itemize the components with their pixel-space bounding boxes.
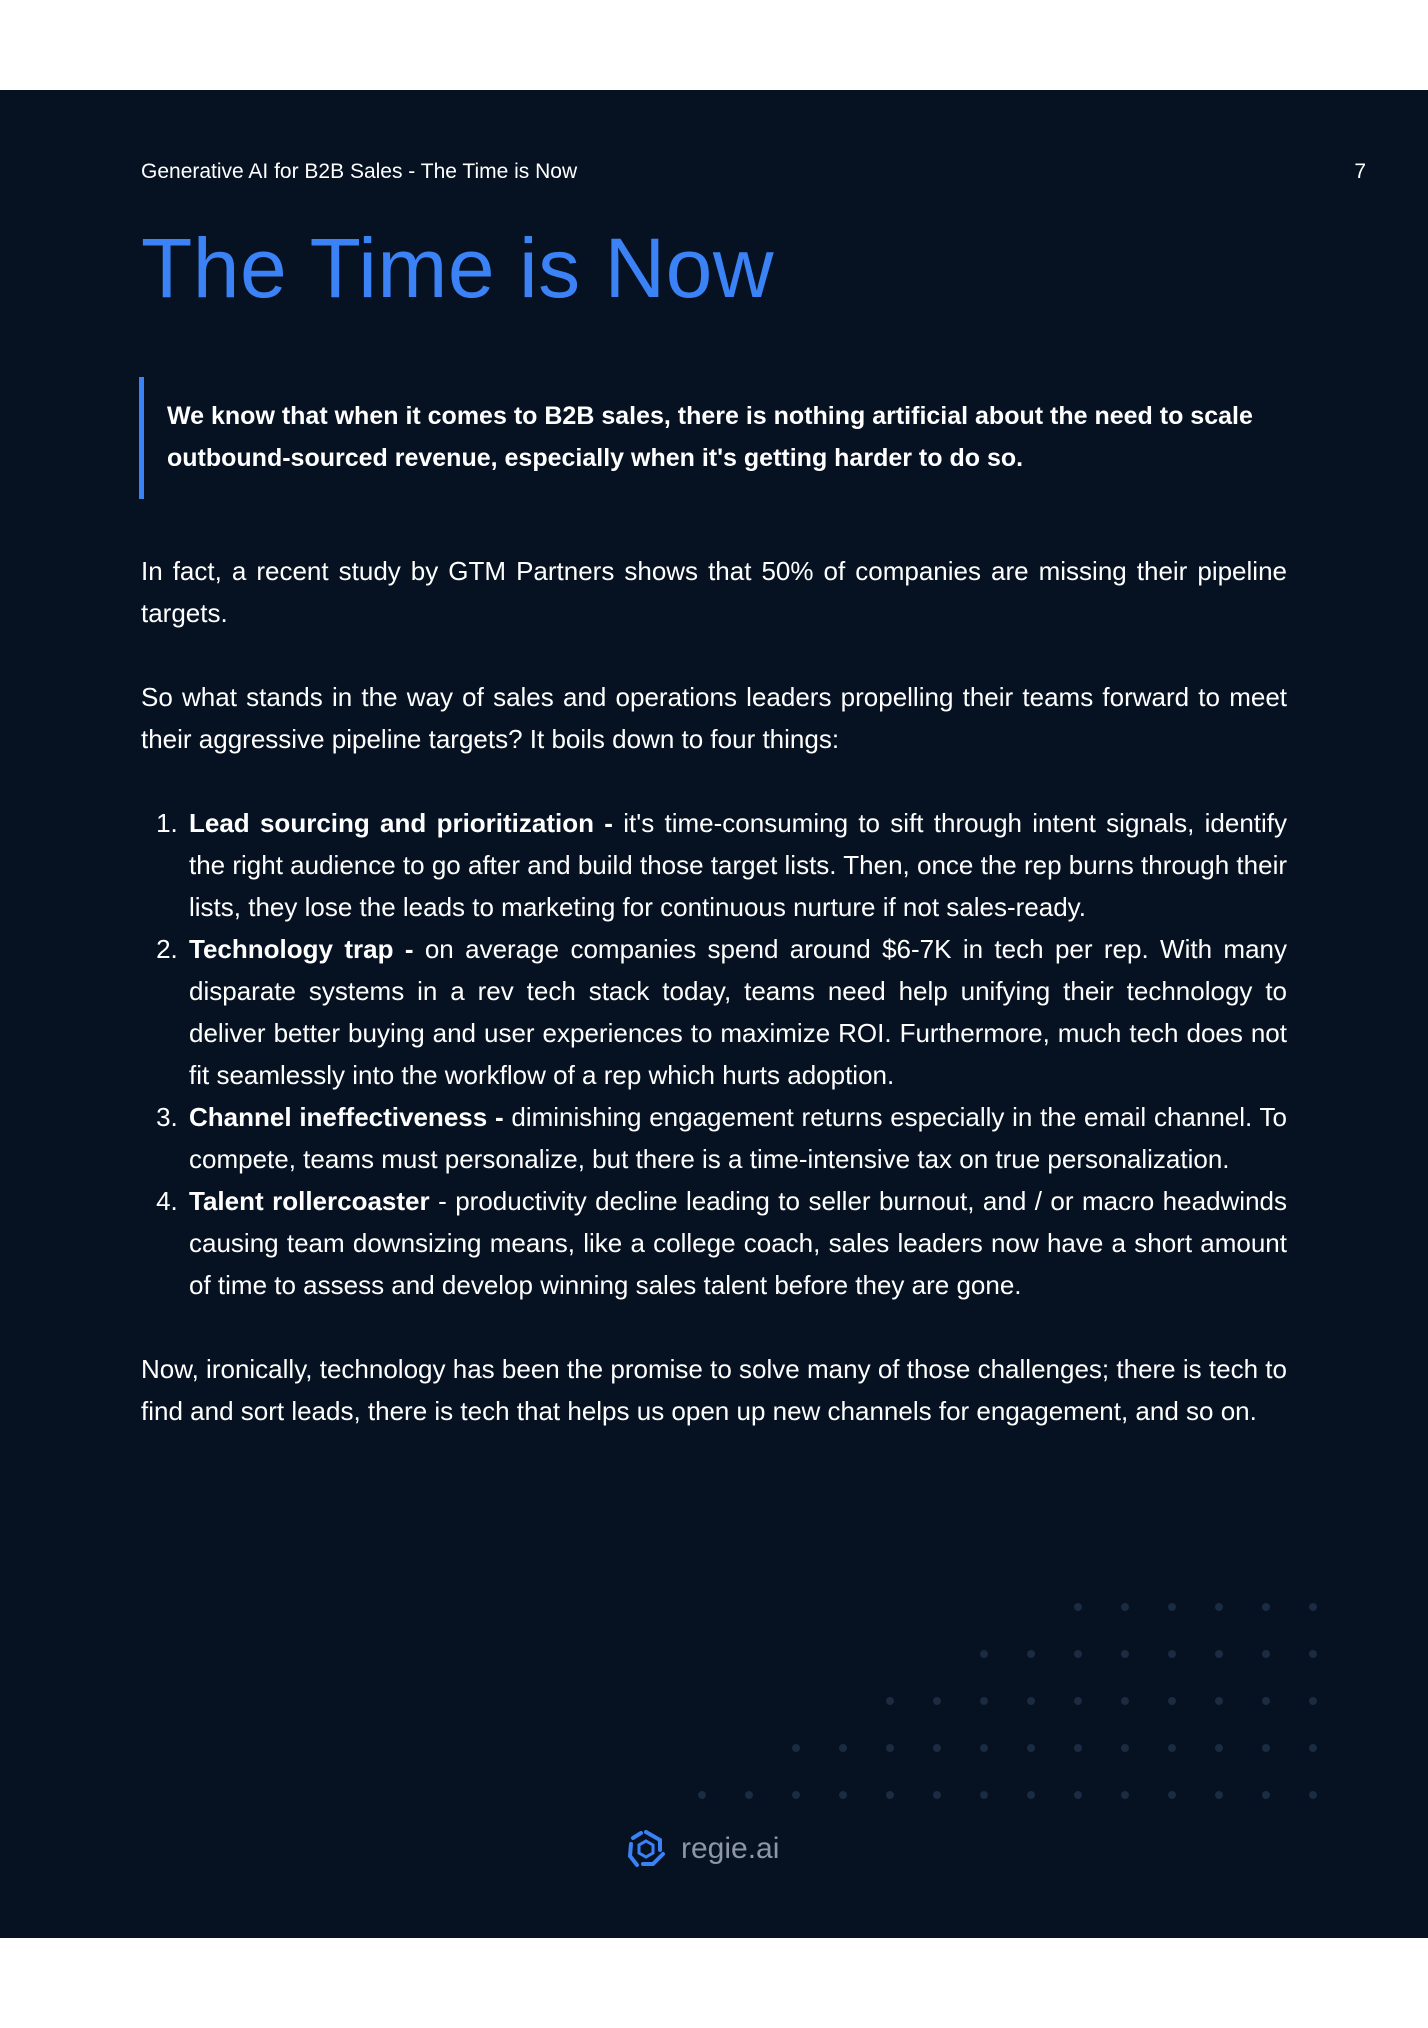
paragraph-3: Now, ironically, technology has been the promise to solve many of those challenges; there is tech to find and sort leads, there is tech that helps us open up new channels for engagement, and so on. <box>141 1354 1287 1426</box>
list-item-text: on average companies spend around $6-7K in tech per rep. With many disparate systems in a rev tech stack today, teams need help unifying their technology to deliver better buying and user experiences to maximize ROI. Furthermore, much tech does not fit seamlessly into the workflow of a rep which hurts adoption. <box>189 934 1287 1090</box>
list-item <box>185 1096 1287 1180</box>
list-item-term: Technology trap - <box>189 934 414 964</box>
regie-logo-icon <box>625 1828 667 1870</box>
list-item <box>185 802 1287 928</box>
document-title: Generative AI for B2B Sales - The Time is Now <box>141 160 578 183</box>
list-item <box>185 928 1287 1096</box>
list-item-text: it's time-consuming to sift through intent signals, identify the right audience to go after and build those target lists. Then, once the rep burns through their lists, they lose the leads to marketing for continuous nurture if not sales-ready. <box>189 808 1288 922</box>
footer-logo <box>625 1828 779 1870</box>
list-item-term: Channel ineffectiveness - <box>189 1102 504 1132</box>
list-item-text: - productivity decline leading to seller burnout, and / or macro headwinds causing team downsizing means, like a college coach, sales leaders now have a short amount of time to assess and develop winning sales talent before they are gone. <box>189 1186 1287 1300</box>
list-item <box>185 1180 1287 1306</box>
paragraph-2: So what stands in the way of sales and operations leaders propelling their teams forward to meet their aggressive pipeline targets? It boils down to four things: <box>141 682 1287 754</box>
list-item-term: Lead sourcing and prioritization - <box>189 808 613 838</box>
page-number: 7 <box>1354 160 1366 183</box>
page-title: The Time is Now <box>141 221 774 315</box>
list-item-text: diminishing engagement returns especially in the email channel. To compete, teams must personalize, but there is a time-intensive tax on true personalization. <box>189 1102 1287 1174</box>
page <box>0 90 1428 1938</box>
list-item-term: Talent rollercoaster <box>189 1186 430 1216</box>
callout-quote <box>139 377 1347 499</box>
brand-name: regie.ai <box>681 1832 780 1865</box>
paragraph-1: In fact, a recent study by GTM Partners shows that 50% of companies are missing their pipeline targets. <box>141 556 1287 628</box>
callout-text: We know that when it comes to B2B sales, there is nothing artificial about the need to scale outbound-sourced revenue, especially when it's getting harder to do so. <box>167 402 1253 472</box>
challenges-list <box>141 802 1287 1306</box>
running-header <box>141 160 1366 184</box>
body-text <box>141 550 1287 1474</box>
